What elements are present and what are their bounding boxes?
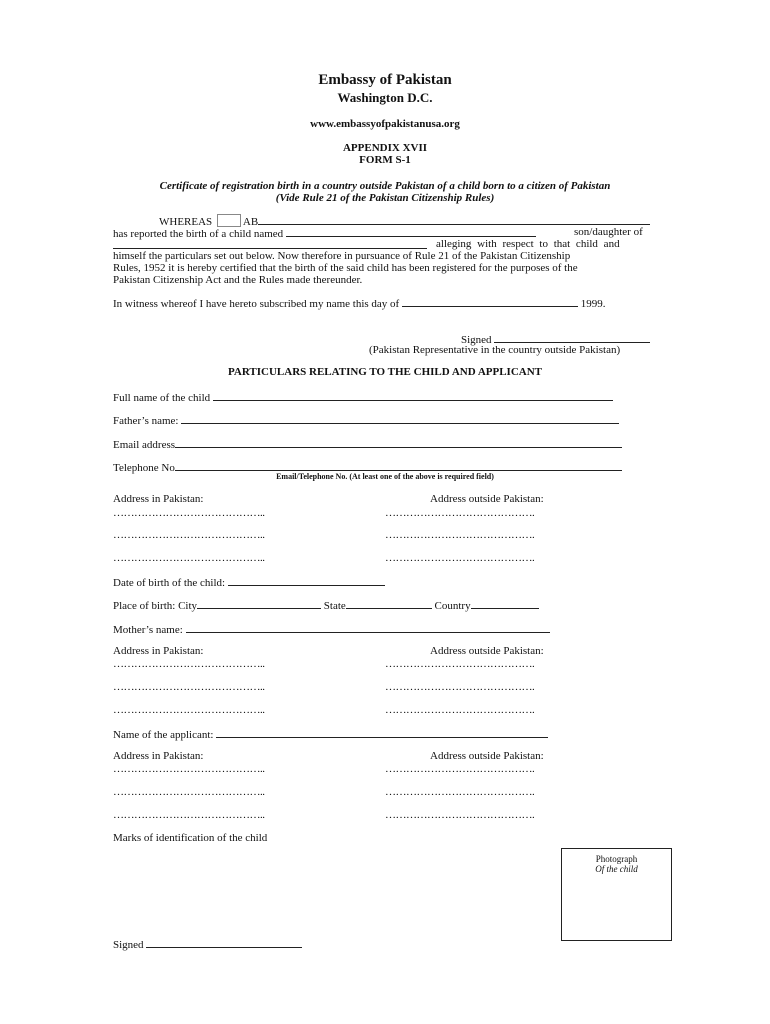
mother-address-abroad-line-1[interactable]: ……………………………………. [385,658,535,670]
photograph-sublabel: Of the child [595,864,638,874]
mother-address-abroad-label: Address outside Pakistan: [430,645,544,657]
identification-marks-label: Marks of identification of the child [113,832,268,844]
certificate-rule: (Vide Rule 21 of the Pakistan Citizenship Rules) [275,192,495,204]
representative-caption: (Pakistan Representative in the country outside Pakistan) [369,344,621,356]
embassy-title: Embassy of Pakistan [318,72,452,88]
witness-label: In witness whereof I have hereto subscribed my name this day of [113,298,400,310]
father-name-field[interactable] [181,413,619,424]
father-label: Father’s name: [113,415,179,427]
whereas-name-field[interactable] [258,214,650,225]
mother-name-field[interactable] [186,622,550,633]
full-name-row [113,390,613,404]
applicant-signature-field[interactable] [146,937,302,948]
dob-field[interactable] [228,575,385,586]
photograph-box[interactable] [561,848,672,941]
email-field[interactable] [175,437,622,448]
certificate-body-3: Pakistan Citizenship Act and the Rules made thereunder. [113,274,363,286]
telephone-label: Telephone No [113,462,175,474]
applicant-row [113,727,548,741]
photograph-caption [562,854,671,874]
appendix-label: APPENDIX XVII [342,142,428,154]
whereas-label: WHEREAS [159,216,213,228]
contact-requirement-note: Email/Telephone No. (At least one of the above is required field) [276,472,494,481]
child-address-pk-line-3[interactable]: …………………………………….. [113,552,265,564]
applicant-label: Name of the applicant: [113,729,214,741]
reported-label: has reported the birth of a child named [113,228,284,240]
applicant-name-field[interactable] [216,727,548,738]
applicant-address-abroad-line-2[interactable]: ……………………………………. [385,786,535,798]
particulars-heading: PARTICULARS RELATING TO THE CHILD AND APPLICANT [228,366,542,378]
child-address-pk-label: Address in Pakistan: [113,493,204,505]
parent-name-field[interactable] [113,238,427,249]
form-number: FORM S-1 [359,154,411,166]
applicant-address-abroad-label: Address outside Pakistan: [430,750,544,762]
witness-year: 1999. [580,298,606,310]
child-address-pk-line-2[interactable]: …………………………………….. [113,529,265,541]
full-name-field[interactable] [213,390,613,401]
child-address-abroad-line-1[interactable]: ……………………………………. [385,507,535,519]
ab-label: AB [242,216,259,228]
certificate-body-2: Rules, 1952 it is hereby certified that the birth of the said child has been registered for the purposes of the [113,262,578,274]
pob-state-field[interactable] [346,598,432,609]
son-daughter-label: son/daughter of [574,226,643,238]
full-name-label: Full name of the child [113,392,211,404]
dob-label: Date of birth of the child: [113,577,226,589]
pob-country-field[interactable] [471,598,539,609]
representative-signed-label: Signed [461,334,492,346]
pob-country-label: Country [434,600,471,612]
child-address-abroad-label: Address outside Pakistan: [430,493,544,505]
pob-city-label: Place of birth: City [113,600,198,612]
mother-label: Mother’s name: [113,624,183,636]
applicant-sign-row [113,937,302,951]
place-of-birth-row [113,598,539,612]
embassy-city: Washington D.C. [337,90,433,105]
child-address-abroad-line-2[interactable]: ……………………………………. [385,529,535,541]
representative-signature-field[interactable] [494,332,650,343]
photograph-label: Photograph [595,854,638,864]
mother-address-pk-line-2[interactable]: …………………………………….. [113,681,265,693]
applicant-signed-label: Signed [113,939,144,951]
applicant-address-pk-line-1[interactable]: …………………………………….. [113,763,265,775]
dob-row [113,575,385,589]
applicant-address-pk-label: Address in Pakistan: [113,750,204,762]
certificate-title: Certificate of registration birth in a country outside Pakistan of a child born to a citizen of Pakistan [159,180,611,192]
pob-city-field[interactable] [197,598,321,609]
witness-day-field[interactable] [402,296,578,307]
child-address-abroad-line-3[interactable]: ……………………………………. [385,552,535,564]
applicant-address-pk-line-3[interactable]: …………………………………….. [113,809,265,821]
mother-row [113,622,550,636]
email-row [113,437,622,451]
applicant-address-abroad-line-1[interactable]: ……………………………………. [385,763,535,775]
applicant-address-abroad-line-3[interactable]: ……………………………………. [385,809,535,821]
mother-address-pk-line-1[interactable]: …………………………………….. [113,658,265,670]
child-address-pk-line-1[interactable]: …………………………………….. [113,507,265,519]
certificate-body-1: himself the particulars set out below. Now therefore in pursuance of Rule 21 of the Pakistan Citizenship [113,250,571,262]
mother-address-abroad-line-3[interactable]: ……………………………………. [385,704,535,716]
email-label: Email address [113,439,176,451]
applicant-address-pk-line-2[interactable]: …………………………………….. [113,786,265,798]
mother-address-pk-line-3[interactable]: …………………………………….. [113,704,265,716]
alleging-label: alleging with respect to that child and [436,238,620,250]
mother-address-abroad-line-2[interactable]: ……………………………………. [385,681,535,693]
witness-line [113,296,605,310]
embassy-website[interactable]: www.embassyofpakistanusa.org [310,118,460,130]
telephone-field[interactable] [175,460,622,471]
father-row [113,413,619,427]
pob-state-label: State [323,600,346,612]
child-named-field[interactable] [286,226,536,237]
mother-address-pk-label: Address in Pakistan: [113,645,204,657]
